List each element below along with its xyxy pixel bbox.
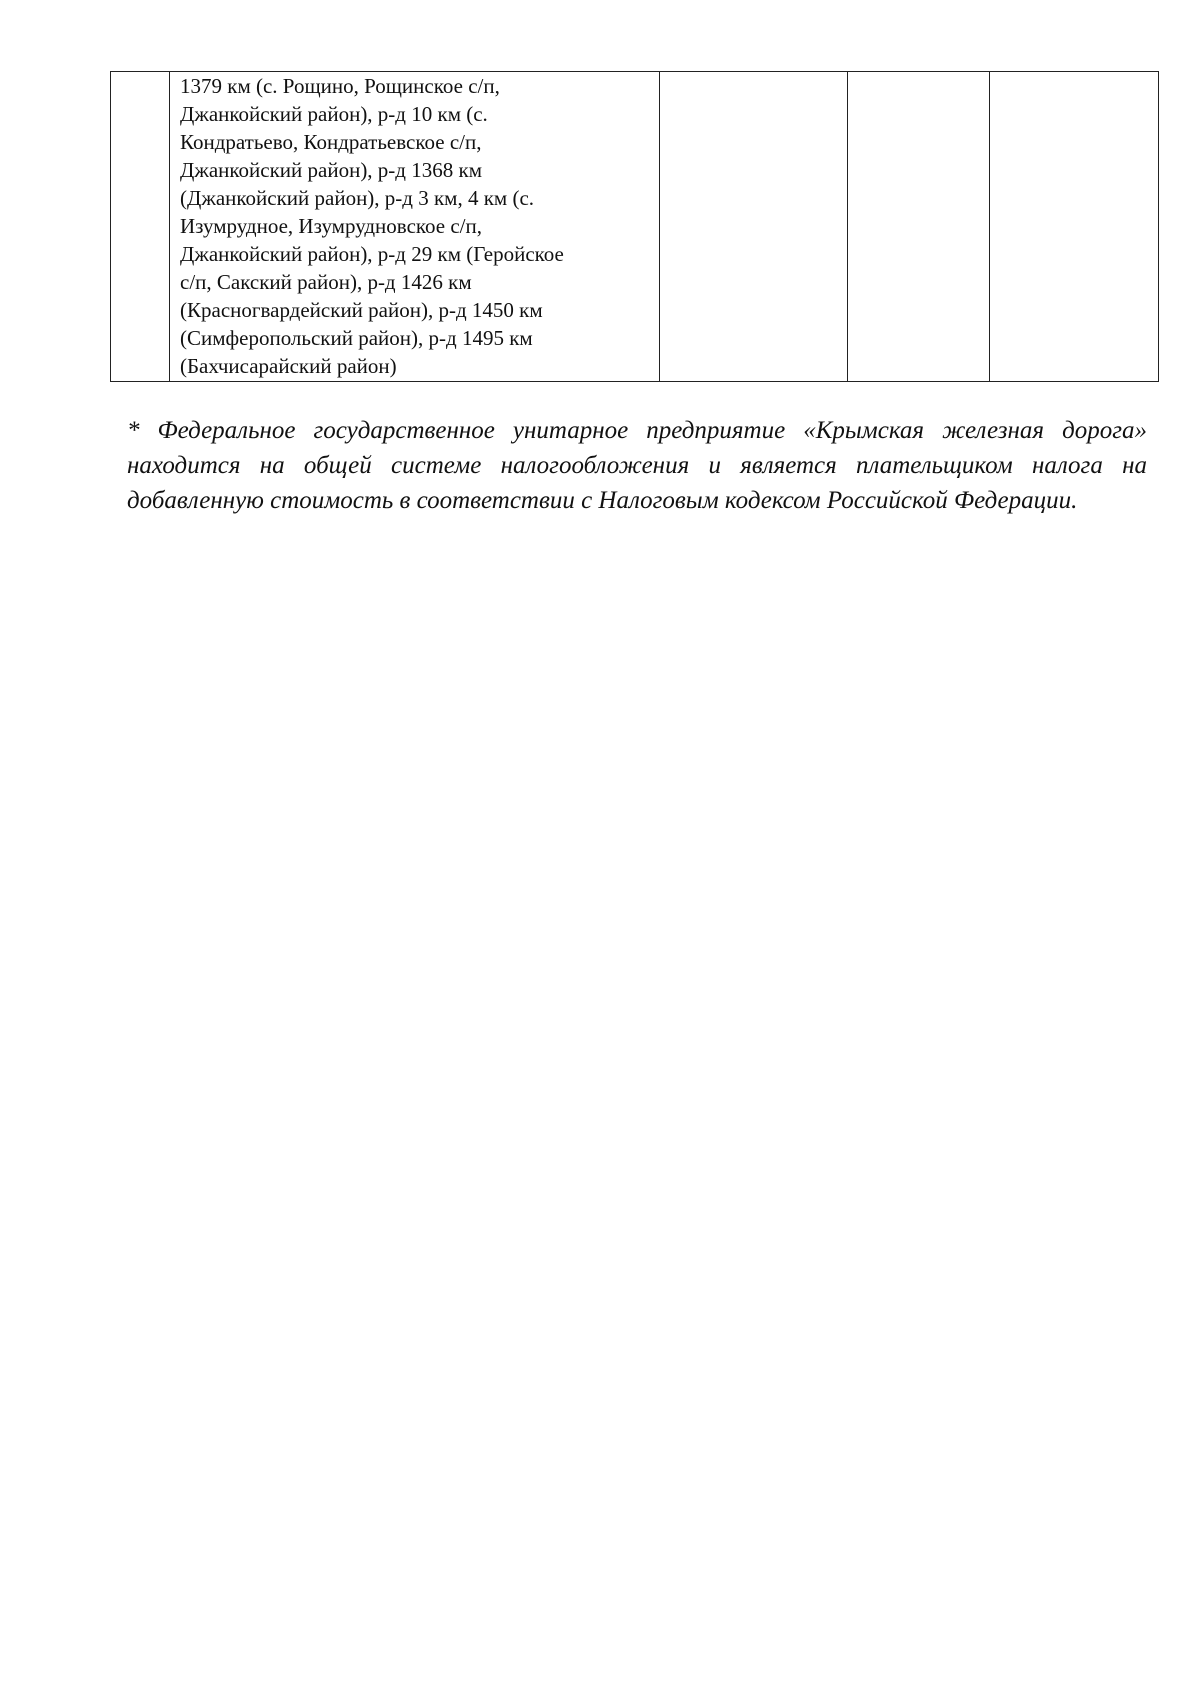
row-number-cell	[111, 72, 170, 382]
table-cell-4	[848, 72, 990, 382]
route-description-cell	[170, 72, 660, 382]
footnote: * Федеральное государственное унитарное предприятие «Крымская железная дорога» находится на общей системе налогообложения и является плательщиком налога на добавленную стоимость в соответствии с Налоговым кодексом Российской Федерации.	[127, 417, 1147, 514]
table-cell-3	[660, 72, 848, 382]
table-cell-5	[990, 72, 1159, 382]
document-table	[110, 71, 1159, 382]
route-description-text: 1379 км (с. Рощино, Рощинское с/п, Джанкойский район), р-д 10 км (с. Кондратьево, Кондратьевское с/п, Джанкойский район), р-д 1368 км (Джанкойский район), р-д 3 км, 4 км (с. Изумрудное, Изумрудновское с/п, Джанкойский район), р-д 29 км (Геройское с/п, Сакский район), р-д 1426 км (Красногвардейский район), р-д 1450 км (Симферопольский район), р-д 1495 км (Бахчисарайский район)	[180, 74, 564, 378]
table-row	[111, 72, 1159, 382]
